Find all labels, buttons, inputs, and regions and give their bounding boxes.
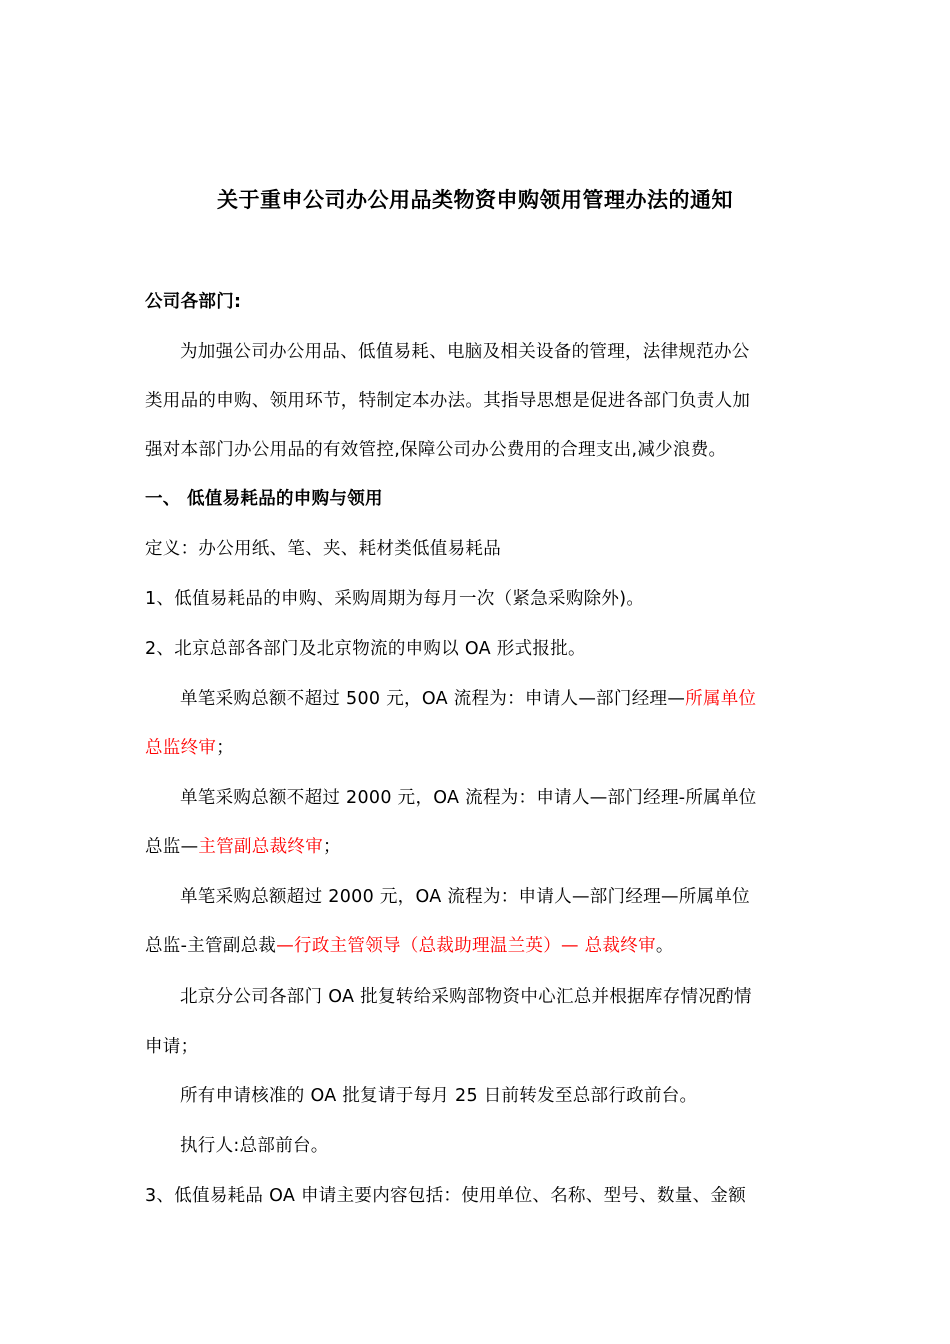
flow-2000-final-approval: 主管副总裁终审 xyxy=(198,837,324,857)
intro-line-2: 类用品的申购、领用环节，特制定本办法。其指导思想是促进各部门负责人加 xyxy=(145,391,751,411)
branch-line-2: 申请； xyxy=(145,1037,199,1057)
salutation: 公司各部门: xyxy=(145,292,242,312)
section-heading: 一、 低值易耗品的申购与领用 xyxy=(145,489,383,509)
item-2: 2、北京总部各部门及北京物流的申购以 OA 形式报批。 xyxy=(145,639,586,659)
flow-over-2000-text: 总监-主管副总裁 xyxy=(145,936,277,956)
document-title: 关于重申公司办公用品类物资申购领用管理办法的通知 xyxy=(217,188,733,212)
flow-2000-text: 总监— xyxy=(145,837,199,857)
flow-500-highlight: 所属单位 xyxy=(685,689,757,709)
flow-500-line-1 xyxy=(180,685,810,713)
item-1: 1、低值易耗品的申购、采购周期为每月一次（紧急采购除外)。 xyxy=(145,589,645,609)
intro-line-1: 为加强公司办公用品、低值易耗、电脑及相关设备的管理，法律规范办公 xyxy=(180,342,750,362)
executor-note: 执行人:总部前台。 xyxy=(180,1136,329,1156)
flow-2000-line-2 xyxy=(145,833,810,861)
flow-2000-end: ； xyxy=(323,837,341,857)
item-3: 3、低值易耗品 OA 申请主要内容包括：使用单位、名称、型号、数量、金额 xyxy=(145,1186,746,1206)
flow-500-final-approval: 总监终审 xyxy=(145,738,217,758)
flow-over-2000-line-2 xyxy=(145,932,810,960)
intro-line-3: 强对本部门办公用品的有效管控,保障公司办公费用的合理支出,减少浪费。 xyxy=(145,440,727,460)
flow-over-2000-final-approval: —行政主管领导（总裁助理温兰英）— 总裁终审 xyxy=(276,936,656,956)
flow-500-text: 单笔采购总额不超过 500 元，OA 流程为：申请人—部门经理— xyxy=(180,689,686,709)
flow-2000-line-1: 单笔采购总额不超过 2000 元，OA 流程为：申请人—部门经理-所属单位 xyxy=(180,788,757,808)
flow-over-2000-line-1: 单笔采购总额超过 2000 元，OA 流程为：申请人—部门经理—所属单位 xyxy=(180,887,750,907)
branch-line-1: 北京分公司各部门 OA 批复转给采购部物资中心汇总并根据库存情况酌情 xyxy=(180,987,752,1007)
flow-500-end: ； xyxy=(216,738,235,758)
deadline-note: 所有申请核准的 OA 批复请于每月 25 日前转发至总部行政前台。 xyxy=(180,1086,698,1106)
definition: 定义：办公用纸、笔、夹、耗材类低值易耗品 xyxy=(145,539,501,559)
flow-over-2000-end: 。 xyxy=(655,936,674,956)
flow-500-line-2 xyxy=(145,734,810,762)
